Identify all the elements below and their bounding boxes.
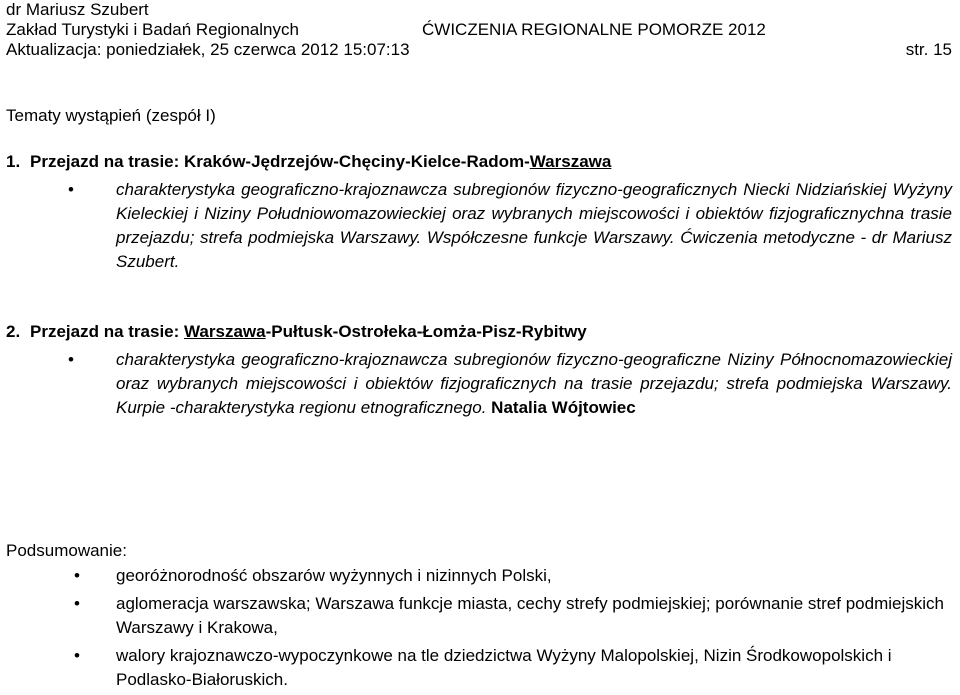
summary-text-2: aglomeracja warszawska; Warszawa funkcje miasta, cechy strefy podmiejskiej; porównanie stref podmiejskich Warszawy i Krakowa, (116, 594, 944, 637)
item-2-presenter: Natalia Wójtowiec (491, 398, 636, 417)
item-1-description-block (68, 178, 952, 274)
item-2-description-text: charakterystyka geograficzno-krajoznawcza subregionów fizyczno-geograficzne Niziny Północnomazowieckiej oraz wybranych miejscowości i obiektów fizjograficznych na trasie przejazdu; strefa podmiejska Warszawy. Kurpie -charakterystyka regionu etnograficznego. (116, 350, 952, 417)
item-1-description-text: charakterystyka geograficzno-krajoznawcza subregionów fizyczno-geograficznych Niecki Nidziańskiej Wyżyny Kieleckiej i Niziny Południowomazowieckiej oraz wybranych miejscowości i obiektów fizjograficznychna trasie przejazdu; strefa podmiejska Warszawy. Współczesne funkcje Warszawy. Ćwiczenia metodyczne - dr Mariusz Szubert. (116, 180, 952, 271)
item-1-heading-prefix: Przejazd na trasie: Kraków-Jędrzejów-Chęciny-Kielce-Radom- (30, 152, 530, 171)
item-2-number: 2. (6, 322, 21, 341)
summary-text-1: georóżnorodność obszarów wyżynnych i nizinnych Polski, (116, 566, 552, 585)
header-author: dr Mariusz Szubert (6, 0, 149, 19)
summary-item-3 (68, 644, 952, 692)
header-page-number: str. 15 (905, 40, 952, 59)
header-updated: Aktualizacja: poniedziałek, 25 czerwca 2012 15:07:13 (6, 40, 410, 59)
summary-title: Podsumowanie: (6, 541, 127, 560)
header-event: ĆWICZENIA REGIONALNE POMORZE 2012 (422, 20, 766, 39)
item-2-heading-underlined: Warszawa (184, 322, 266, 341)
header-institution: Zakład Turystyki i Badań Regionalnych (6, 20, 299, 39)
item-2-bullet: • (68, 350, 74, 369)
item-2-heading (6, 322, 587, 342)
header-row-1 (6, 0, 952, 20)
header-row-3 (6, 40, 952, 60)
summary-bullet-1: • (74, 566, 80, 585)
item-2-description-block (68, 348, 952, 420)
item-1-number: 1. (6, 152, 21, 171)
summary-bullet-3: • (74, 646, 80, 665)
header-row-2 (6, 20, 952, 40)
summary-item-1 (68, 564, 952, 588)
item-1-description (116, 178, 952, 274)
item-1-heading-underlined: Warszawa (529, 152, 612, 171)
page-header (6, 0, 952, 60)
item-1-bullet: • (68, 180, 74, 199)
item-2-description (116, 348, 952, 420)
summary-text-3: walory krajoznawczo-wypoczynkowe na tle dziedzictwa Wyżyny Malopolskiej, Nizin Środkowopolskich i Podlasko-Białoruskich. (116, 646, 892, 689)
section-title: Tematy wystąpień (zespół I) (6, 106, 216, 125)
item-1-heading (6, 152, 611, 172)
item-2-heading-suffix: -Pułtusk-Ostrołeka-Łomża-Pisz-Rybitwy (265, 322, 587, 341)
summary-item-2 (68, 592, 952, 640)
item-2-heading-prefix: Przejazd na trasie: (30, 322, 185, 341)
summary-list (68, 564, 952, 692)
summary-bullet-2: • (74, 594, 80, 613)
